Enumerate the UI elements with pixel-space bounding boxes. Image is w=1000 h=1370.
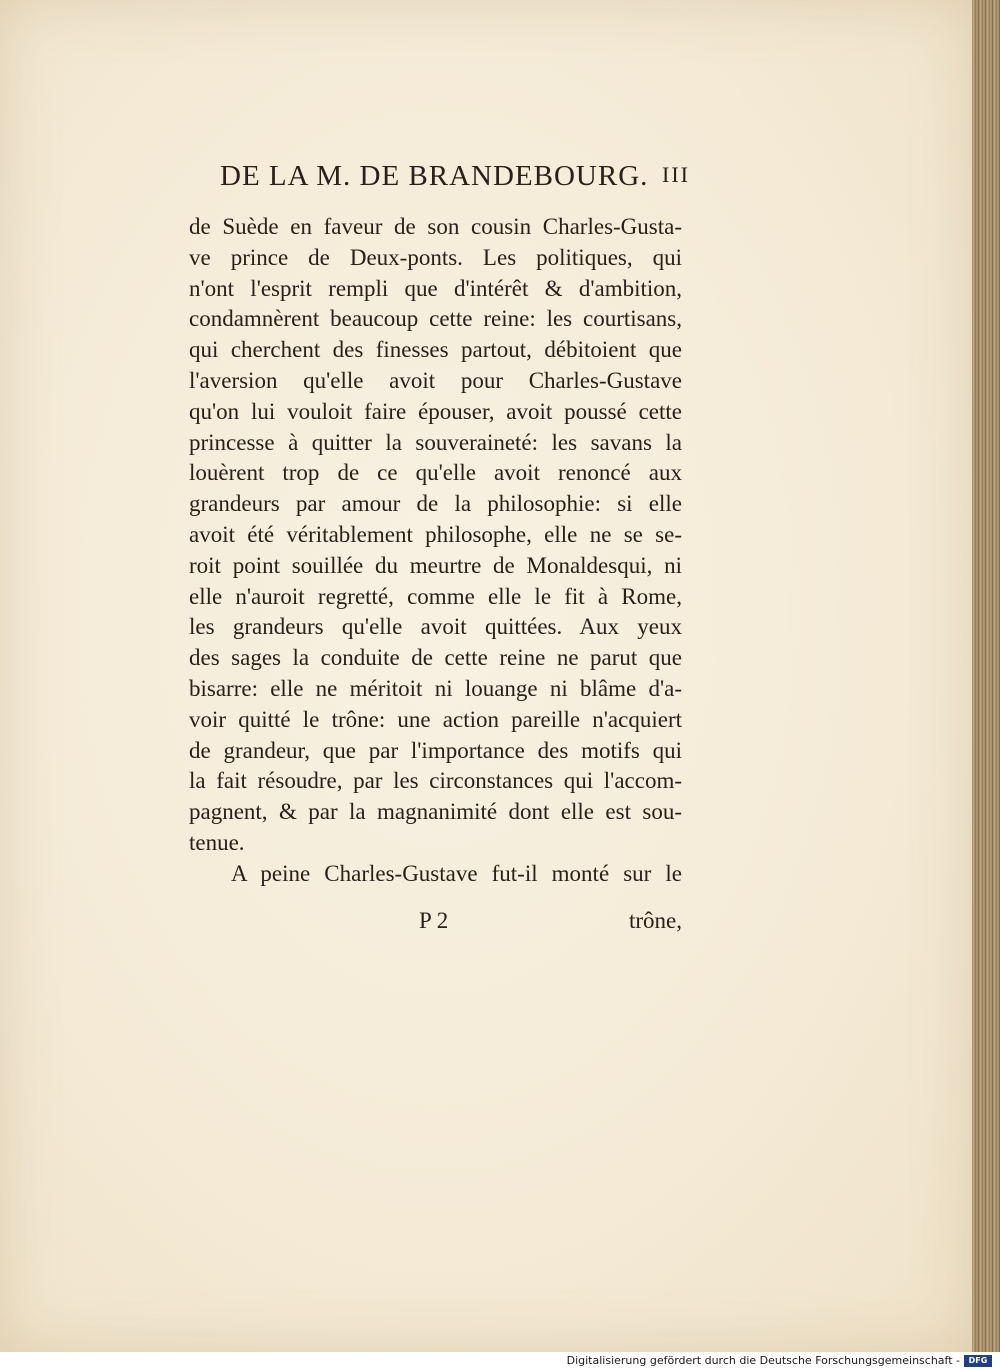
text-line: louèrent trop de ce qu'elle avoit renoncé aux [189, 460, 682, 486]
catchword: trône, [628, 908, 682, 933]
text-line: princesse à quitter la souveraineté: les savans la [189, 429, 682, 455]
text-line: de grandeur, que par l'importance des motifs qui [189, 737, 682, 763]
text-line: de Suède en faveur de son cousin Charles-Gusta- [189, 214, 682, 239]
funding-notice-bar [0, 1352, 1000, 1370]
text-line: la fait résoudre, par les circonstances qui l'accom- [189, 768, 682, 794]
dfg-logo: DFG [964, 1355, 992, 1367]
text-line: ve prince de Deux-ponts. Les politiques, qui [189, 244, 682, 270]
signature-mark: P 2 [419, 908, 449, 933]
text-line: qui cherchent des finesses partout, débitoient que [189, 337, 682, 363]
text-line: bisarre: elle ne méritoit ni louange ni blâme d'a- [189, 675, 682, 701]
text-line: elle n'auroit regretté, comme elle le fit à Rome, [189, 583, 682, 609]
text-line: A peine Charles-Gustave fut-il monté sur le [231, 860, 682, 886]
text-line: pagnent, & par la magnanimité dont elle est sou- [189, 799, 682, 825]
text-line: grandeurs par amour de la philosophie: si elle [189, 491, 682, 517]
text-line: n'ont l'esprit rempli que d'intérêt & d'ambition, [189, 275, 682, 301]
page-header [220, 160, 690, 200]
text-line: avoit été véritablement philosophe, elle ne se se- [189, 521, 682, 547]
funding-notice: Digitalisierung gefördert durch die Deutsche Forschungsgemeinschaft - [566, 1354, 960, 1367]
text-line: condamnèrent beaucoup cette reine: les courtisans, [189, 306, 682, 332]
text-line: qu'on lui vouloit faire épouser, avoit poussé cette [189, 398, 682, 424]
page-number: III [662, 162, 690, 187]
text-line: des sages la conduite de cette reine ne parut que [189, 645, 682, 671]
text-line: l'aversion qu'elle avoit pour Charles-Gustave [189, 367, 682, 393]
text-line: roit point souillée du meurtre de Monaldesqui, ni [189, 552, 682, 578]
running-head: DE LA M. DE BRANDEBOURG. [220, 160, 649, 192]
body-text [189, 212, 682, 890]
text-line: tenue. [189, 829, 245, 855]
page-footer [189, 908, 682, 940]
text-line: les grandeurs qu'elle avoit quittées. Aux yeux [189, 614, 682, 640]
text-line: voir quitté le trône: une action pareille n'acquiert [189, 706, 682, 732]
page-edges [972, 0, 1000, 1352]
